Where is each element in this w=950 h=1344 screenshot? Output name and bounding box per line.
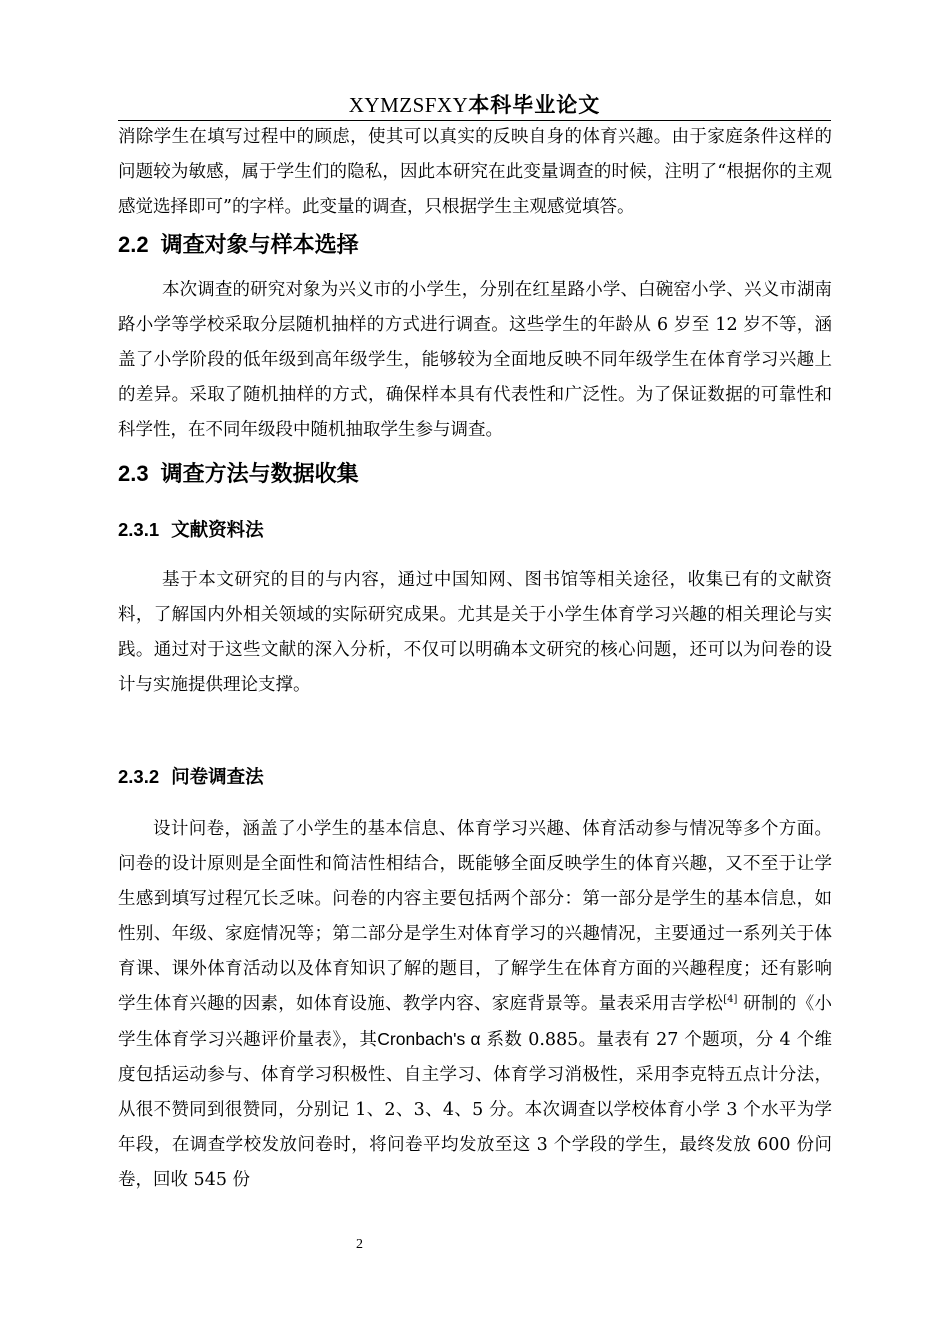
page-number: 2 bbox=[356, 1237, 363, 1252]
section-2-2-title: 调查对象与样本选择 bbox=[160, 233, 359, 258]
citation-reference: [4] bbox=[723, 994, 738, 1006]
paragraph-text-part2: 研制的《小学生体育学习兴趣评价量表》，其 bbox=[118, 994, 833, 1050]
paragraph-text-part1: 设计问卷，涵盖了小学生的基本信息、体育学习兴趣、体育活动参与情况等多个方面。问卷的设计原则是全面性和简洁性相结合，既能够全面反映学生的体育兴趣，又不至于让学生感到填写过程冗长乏味。问卷的内容主要包括两个部分：第一部分是学生的基本信息，如性别、年级、家庭情况等；第二部分是学生对体育学习的兴趣情况，主要通过一系列关于体育课、课外体育活动以及体育知识了解的题目，了解学生在体育方面的兴趣程度；还有影响学生体育兴趣的因素，如体育设施、教学内容、家庭背景等。量表采用吉学松 bbox=[118, 819, 832, 1014]
section-2-3-heading bbox=[118, 458, 359, 491]
header-title: 本科毕业论文 bbox=[468, 93, 601, 117]
section-2-2-paragraph: 本次调查的研究对象为兴义市的小学生，分别在红星路小学、白碗窑小学、兴义市湖南路小学等学校采取分层随机抽样的方式进行调查。这些学生的年龄从 6 岁至 12 岁不等，涵盖了小学阶段的低年级到高年级学生，能够较为全面地反映不同年级学生在体育学习兴趣上的差异。采取了随机抽样的方式，确保样本具有代表性和广泛性。为了保证数据的可靠性和科学性，在不同年级段中随机抽取学生参与调查。 bbox=[118, 280, 832, 440]
section-2-3-1-title: 文献资料法 bbox=[171, 520, 264, 541]
section-2-3-title: 调查方法与数据收集 bbox=[160, 462, 359, 487]
section-2-3-2-number: 2.3.2 bbox=[118, 766, 160, 787]
section-2-2-heading bbox=[118, 229, 359, 262]
section-2-3-number: 2.3 bbox=[118, 461, 149, 486]
header-code: XYMZSFXY bbox=[348, 93, 469, 117]
section-2-3-1-paragraph: 基于本文研究的目的与内容，通过中国知网、图书馆等相关途径，收集已有的文献资料，了解国内外相关领域的实际研究成果。尤其是关于小学生体育学习兴趣的相关理论与实践。通过对于这些文献的深入分析，不仅可以明确本文研究的核心问题，还可以为问卷的设计与实施提供理论支撑。 bbox=[118, 570, 832, 695]
section-2-3-1-heading bbox=[118, 515, 264, 546]
section-2-3-1-number: 2.3.1 bbox=[118, 519, 160, 540]
intro-paragraph: 消除学生在填写过程中的顾虑，使其可以真实的反映自身的体育兴趣。由于家庭条件这样的问题较为敏感，属于学生们的隐私，因此本研究在此变量调查的时候，注明了“根据你的主观感觉选择即可”的字样。此变量的调查，只根据学生主观感觉填答。 bbox=[118, 127, 832, 217]
paragraph-text-part3: 系数 0.885。量表有 27 个题项，分 4 个维度包括运动参与、体育学习积极性、自主学习、体育学习消极性，采用李克特五点计分法，从很不赞同到很赞同，分别记 1、2、3、4、5 分。本次调查以学校体育小学 3 个水平为学年段，在调查学校发放问卷时，将问卷平均发放至这 3 个学段的学生，最终发放 600 份问卷，回收 545 份 bbox=[118, 1030, 832, 1190]
page-header bbox=[118, 90, 831, 120]
cronbach-alpha-term: Cronbach's α bbox=[377, 1029, 481, 1049]
section-2-3-2-heading bbox=[118, 762, 264, 793]
section-2-3-2-title: 问卷调查法 bbox=[171, 767, 264, 788]
section-2-3-2-paragraph bbox=[118, 812, 832, 1198]
section-2-2-number: 2.2 bbox=[118, 232, 149, 257]
